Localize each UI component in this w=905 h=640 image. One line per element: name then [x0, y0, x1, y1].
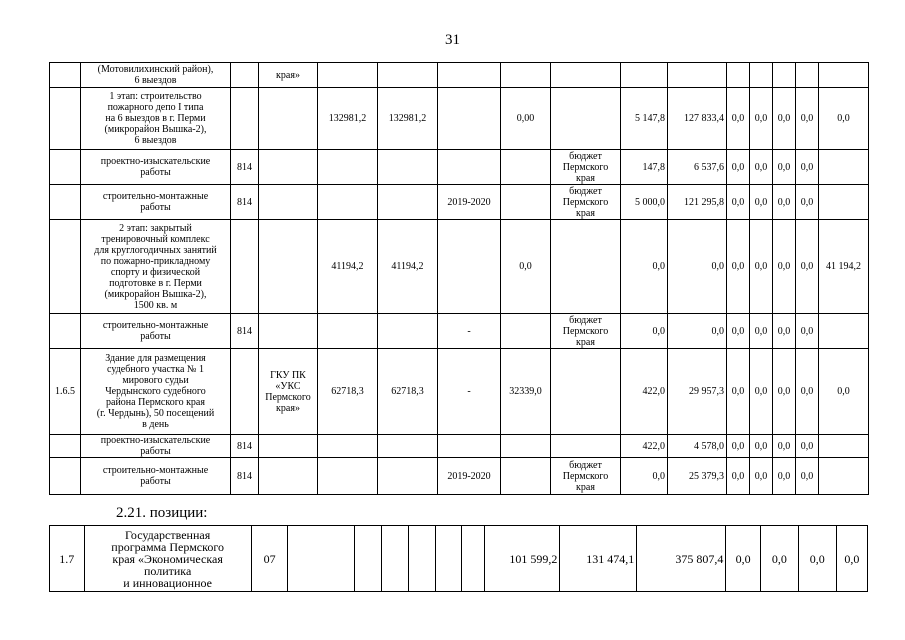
- cell-text: 62718,3: [331, 386, 364, 397]
- table-cell: [668, 458, 727, 495]
- table-cell: [750, 349, 773, 435]
- cell-text: 132981,2: [388, 113, 427, 124]
- cell-text: -: [467, 386, 471, 397]
- cell-text: 814: [237, 470, 252, 482]
- table-cell: [81, 185, 231, 220]
- table-cell: [81, 88, 231, 150]
- table-cell: [668, 88, 727, 150]
- table-cell: [318, 88, 378, 150]
- table-cell: [318, 63, 378, 88]
- table-cell: [551, 63, 621, 88]
- table-cell: [668, 185, 727, 220]
- cell-text: 5 147,8: [635, 113, 665, 124]
- table-row: [50, 63, 869, 88]
- table-cell: [435, 526, 462, 592]
- table-cell: [50, 63, 81, 88]
- table-cell: [81, 220, 231, 314]
- table-cell: [438, 435, 501, 458]
- table-cell: [727, 220, 750, 314]
- table-cell: [50, 435, 81, 458]
- cell-text: 0,0: [731, 386, 745, 397]
- cell-text: 0,0: [800, 261, 814, 272]
- table-cell: [551, 435, 621, 458]
- table-cell: [796, 63, 819, 88]
- table-cell: [378, 458, 438, 495]
- cell-text: 0,0: [800, 386, 814, 397]
- table-cell: [501, 63, 551, 88]
- table-row: [50, 185, 869, 220]
- cell-text: -: [467, 325, 471, 337]
- table-cell: [231, 435, 259, 458]
- cell-text: проектно-изыскательские работы: [100, 156, 211, 178]
- cell-text: 101 599,2: [509, 551, 558, 566]
- table-cell: [50, 526, 85, 592]
- table-cell: [50, 314, 81, 349]
- table-cell: [259, 63, 318, 88]
- table-cell: [501, 185, 551, 220]
- table-cell: [796, 349, 819, 435]
- table-cell: [796, 185, 819, 220]
- table-cell: [773, 349, 796, 435]
- table-cell: [819, 185, 869, 220]
- cell-text: 132981,2: [328, 113, 367, 124]
- table-cell: [438, 220, 501, 314]
- table-cell: [796, 314, 819, 349]
- table-cell: [81, 435, 231, 458]
- table-cell: [288, 526, 355, 592]
- table-cell: [750, 150, 773, 185]
- table-cell: [668, 150, 727, 185]
- table-cell: [382, 526, 409, 592]
- table-cell: [84, 526, 251, 592]
- cell-text: 0,0: [777, 470, 791, 482]
- table-cell: [551, 220, 621, 314]
- cell-text: 147,8: [642, 161, 665, 173]
- table-cell: [259, 220, 318, 314]
- cell-text: бюджет Пермского края: [562, 150, 609, 184]
- cell-text: 0,0: [731, 196, 745, 208]
- table-cell: [750, 435, 773, 458]
- cell-text: 2019-2020: [447, 196, 491, 208]
- table-cell: [551, 314, 621, 349]
- table-cell: [81, 63, 231, 88]
- table-row: [50, 150, 869, 185]
- table-cell: [438, 150, 501, 185]
- table-cell: [836, 526, 867, 592]
- table-cell: [727, 314, 750, 349]
- cell-text: 0,0: [800, 161, 814, 173]
- table-cell: [726, 526, 761, 592]
- cell-text: 25 379,3: [689, 470, 724, 482]
- table-cell: [501, 314, 551, 349]
- table-cell: [819, 220, 869, 314]
- cell-text: 0,0: [800, 113, 814, 124]
- cell-text: 0,0: [731, 325, 745, 337]
- table-cell: [621, 185, 668, 220]
- table-cell: [378, 435, 438, 458]
- table-cell: [462, 526, 484, 592]
- table-cell: [318, 220, 378, 314]
- table-cell: [668, 314, 727, 349]
- cell-text: 0,00: [516, 113, 535, 124]
- table-cell: [438, 349, 501, 435]
- table-cell: [773, 314, 796, 349]
- cell-text: 0,0: [837, 113, 850, 124]
- cell-text: 2 этап: закрытый тренировочный комплекс для круглогодичных занятий по пожарно-прикладному спорту и физической подготовке в г. Перми (микрорайон Вышка-2), 1500 кв. м: [94, 222, 217, 311]
- table-row: [50, 88, 869, 150]
- table-cell: [50, 349, 81, 435]
- table-cell: [727, 150, 750, 185]
- section-heading: 2.21. позиции:: [116, 505, 208, 521]
- table-cell: [81, 349, 231, 435]
- cell-text: 0,0: [777, 440, 791, 452]
- cell-text: 814: [237, 325, 252, 337]
- table-cell: [819, 150, 869, 185]
- table-cell: [668, 349, 727, 435]
- table-cell: [231, 220, 259, 314]
- table-cell: [438, 185, 501, 220]
- cell-text: строительно-монтажные работы: [102, 465, 209, 487]
- cell-text: 0,0: [754, 113, 768, 124]
- table-row: [50, 349, 869, 435]
- table-cell: [773, 150, 796, 185]
- table-cell: [750, 458, 773, 495]
- table-cell: [318, 314, 378, 349]
- table-cell: [750, 88, 773, 150]
- table-cell: [378, 220, 438, 314]
- table-cell: [378, 150, 438, 185]
- table-cell: [621, 63, 668, 88]
- table-cell: [50, 220, 81, 314]
- table-cell: [251, 526, 288, 592]
- cell-text: 0,0: [652, 325, 665, 337]
- cell-text: 0,0: [800, 325, 814, 337]
- cell-text: 131 474,1: [586, 551, 635, 566]
- table-cell: [750, 314, 773, 349]
- table-cell: [50, 88, 81, 150]
- table-cell: [551, 88, 621, 150]
- cell-text: строительно-монтажные работы: [102, 320, 209, 342]
- table-cell: [501, 88, 551, 150]
- cell-text: края»: [276, 69, 300, 81]
- table-cell: [231, 349, 259, 435]
- cell-text: 2019-2020: [447, 470, 491, 482]
- cell-text: 6 537,6: [694, 161, 724, 173]
- table-cell: [484, 526, 560, 592]
- table-cell: [668, 63, 727, 88]
- table-cell: [551, 458, 621, 495]
- table-cell: [819, 458, 869, 495]
- table-cell: [796, 220, 819, 314]
- cell-text: 0,0: [711, 261, 724, 272]
- cell-text: 0,0: [731, 470, 745, 482]
- table-cell: [750, 185, 773, 220]
- table-cell: [727, 349, 750, 435]
- table-cell: [231, 458, 259, 495]
- table-cell: [231, 150, 259, 185]
- table-cell: [259, 150, 318, 185]
- cell-text: 0,0: [519, 261, 532, 272]
- cell-text: 0,0: [731, 261, 745, 272]
- table-cell: [750, 63, 773, 88]
- table-cell: [259, 185, 318, 220]
- cell-text: Здание для размещения судебного участка № 1 мирового судьи Чердынского судебного района Пермского края (г. Чердынь), 50 посещений в день: [96, 353, 215, 430]
- table-cell: [773, 185, 796, 220]
- cell-text: 814: [237, 196, 252, 208]
- cell-text: 4 578,0: [694, 440, 724, 452]
- table-cell: [318, 458, 378, 495]
- cell-text: 07: [263, 551, 276, 566]
- table-cell: [560, 526, 637, 592]
- cell-text: бюджет Пермского края: [562, 459, 609, 493]
- table-cell: [50, 150, 81, 185]
- table-cell: [501, 150, 551, 185]
- cell-text: бюджет Пермского края: [562, 185, 609, 219]
- cell-text: 0,0: [809, 551, 825, 566]
- cell-text: 0,0: [837, 386, 850, 397]
- table-cell: [318, 349, 378, 435]
- cell-text: (Мотовилихинский район), 6 выездов: [97, 64, 214, 86]
- table-cell: [796, 435, 819, 458]
- cell-text: 1.6.5: [55, 386, 75, 397]
- table-cell: [318, 150, 378, 185]
- cell-text: строительно-монтажные работы: [102, 191, 209, 213]
- cell-text: 29 957,3: [689, 386, 724, 397]
- table-cell: [727, 435, 750, 458]
- table-cell: [621, 88, 668, 150]
- table-cell: [438, 88, 501, 150]
- cell-text: 0,0: [731, 161, 745, 173]
- cell-text: проектно-изыскательские работы: [100, 435, 211, 457]
- table-cell: [378, 88, 438, 150]
- table-cell: [773, 220, 796, 314]
- cell-text: 121 295,8: [684, 196, 724, 208]
- cell-text: 0,0: [731, 113, 745, 124]
- page-number: 31: [445, 32, 460, 48]
- cell-text: 0,0: [777, 196, 791, 208]
- cell-text: Государственная программа Пермского края «Экономическая политика и инновационное: [111, 527, 224, 590]
- table-cell: [819, 88, 869, 150]
- cell-text: 0,0: [754, 386, 768, 397]
- table-cell: [819, 314, 869, 349]
- table-cell: [378, 349, 438, 435]
- cell-text: 0,0: [844, 551, 860, 566]
- cell-text: 0,0: [754, 261, 768, 272]
- cell-text: 62718,3: [391, 386, 424, 397]
- table-cell: [727, 185, 750, 220]
- cell-text: 0,0: [754, 470, 768, 482]
- table-cell: [819, 63, 869, 88]
- table-cell: [621, 435, 668, 458]
- table-cell: [796, 458, 819, 495]
- table-cell: [408, 526, 435, 592]
- table-cell: [727, 63, 750, 88]
- table-cell: [773, 63, 796, 88]
- table-cell: [819, 349, 869, 435]
- table-cell: [668, 435, 727, 458]
- table-cell: [378, 314, 438, 349]
- table-cell: [727, 88, 750, 150]
- budget-table-top: [49, 62, 869, 495]
- table-cell: [621, 349, 668, 435]
- table-cell: [259, 88, 318, 150]
- cell-text: 375 807,4: [675, 551, 724, 566]
- table-cell: [501, 435, 551, 458]
- cell-text: 1 этап: строительство пожарного депо I типа на 6 выездов в г. Перми (микрорайон Вышка-2), 6 выездов: [104, 91, 207, 146]
- table-cell: [773, 88, 796, 150]
- cell-text: 41194,2: [391, 261, 424, 272]
- table-cell: [796, 150, 819, 185]
- cell-text: 32339,0: [509, 386, 542, 397]
- table-cell: [50, 185, 81, 220]
- table-cell: [501, 220, 551, 314]
- table-cell: [318, 435, 378, 458]
- cell-text: ГКУ ПК «УКС Пермского края»: [265, 369, 311, 414]
- cell-text: 41 194,2: [826, 261, 861, 272]
- cell-text: 0,0: [800, 196, 814, 208]
- cell-text: 0,0: [754, 325, 768, 337]
- table-cell: [760, 526, 798, 592]
- table-cell: [259, 458, 318, 495]
- table-cell: [231, 63, 259, 88]
- cell-text: 0,0: [754, 196, 768, 208]
- table-cell: [231, 88, 259, 150]
- table-row: [50, 526, 868, 592]
- cell-text: 0,0: [777, 113, 791, 124]
- table-cell: [81, 458, 231, 495]
- table-cell: [81, 150, 231, 185]
- table-cell: [773, 435, 796, 458]
- table-cell: [727, 458, 750, 495]
- table-cell: [231, 314, 259, 349]
- cell-text: 0,0: [754, 161, 768, 173]
- table-cell: [621, 314, 668, 349]
- budget-table-bottom: [49, 525, 868, 592]
- table-cell: [637, 526, 726, 592]
- table-cell: [438, 458, 501, 495]
- table-cell: [621, 220, 668, 314]
- cell-text: 0,0: [777, 261, 791, 272]
- table-cell: [438, 63, 501, 88]
- cell-text: 814: [237, 161, 252, 173]
- table-row: [50, 314, 869, 349]
- table-cell: [259, 435, 318, 458]
- cell-text: 0,0: [777, 325, 791, 337]
- table-cell: [50, 458, 81, 495]
- table-cell: [378, 63, 438, 88]
- cell-text: бюджет Пермского края: [562, 314, 609, 348]
- cell-text: 0,0: [735, 551, 751, 566]
- table-cell: [81, 314, 231, 349]
- table-cell: [355, 526, 382, 592]
- table-cell: [318, 185, 378, 220]
- table-cell: [438, 314, 501, 349]
- table-cell: [798, 526, 836, 592]
- cell-text: 0,0: [800, 440, 814, 452]
- table-cell: [551, 150, 621, 185]
- table-cell: [796, 88, 819, 150]
- table-cell: [501, 349, 551, 435]
- table-cell: [621, 150, 668, 185]
- table-row: [50, 458, 869, 495]
- cell-text: 0,0: [777, 386, 791, 397]
- cell-text: 0,0: [771, 551, 787, 566]
- table-cell: [551, 349, 621, 435]
- table-cell: [231, 185, 259, 220]
- table-row: [50, 220, 869, 314]
- cell-text: 0,0: [777, 161, 791, 173]
- cell-text: 127 833,4: [684, 113, 724, 124]
- table-cell: [501, 458, 551, 495]
- table-cell: [773, 458, 796, 495]
- cell-text: 41194,2: [331, 261, 364, 272]
- cell-text: 5 000,0: [635, 196, 665, 208]
- cell-text: 0,0: [711, 325, 724, 337]
- cell-text: 422,0: [642, 386, 665, 397]
- table-cell: [668, 220, 727, 314]
- cell-text: 0,0: [731, 440, 745, 452]
- table-cell: [259, 349, 318, 435]
- table-cell: [819, 435, 869, 458]
- cell-text: 0,0: [754, 440, 768, 452]
- table-row: [50, 435, 869, 458]
- cell-text: 0,0: [800, 470, 814, 482]
- cell-text: 0,0: [652, 261, 665, 272]
- table-cell: [551, 185, 621, 220]
- cell-text: 0,0: [652, 470, 665, 482]
- table-cell: [378, 185, 438, 220]
- cell-text: 1.7: [59, 551, 75, 566]
- cell-text: 814: [237, 440, 252, 452]
- table-cell: [259, 314, 318, 349]
- table-cell: [750, 220, 773, 314]
- table-cell: [621, 458, 668, 495]
- cell-text: 422,0: [642, 440, 665, 452]
